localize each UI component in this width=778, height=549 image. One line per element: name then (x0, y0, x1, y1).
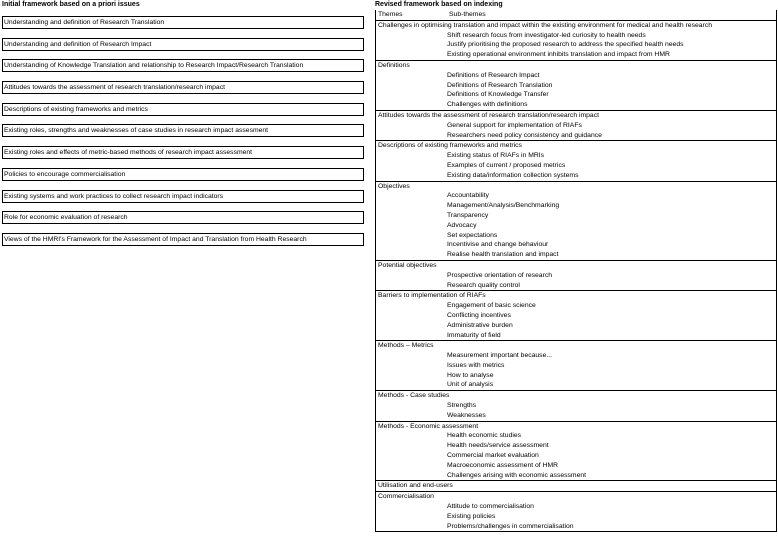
subtheme-label: Transparency (447, 211, 489, 219)
subtheme-label: Commercial market evaluation (447, 452, 539, 460)
subtheme-row (376, 90, 777, 100)
subtheme-row (376, 151, 777, 161)
theme-row (376, 291, 777, 301)
theme-row (376, 341, 777, 351)
subtheme-label: Definitions of Knowledge Transfer (447, 91, 549, 99)
subtheme-row (376, 502, 777, 512)
subtheme-row (376, 441, 777, 451)
theme-label: Commercialisation (376, 492, 777, 502)
subtheme-label: Administrative burden (447, 321, 513, 329)
subtheme-label: Existing data/information collection systems (447, 171, 579, 179)
subtheme-label: Prospective orientation of research (447, 271, 553, 279)
subtheme-label: How to analyse (447, 371, 494, 379)
subtheme-row (376, 271, 777, 281)
subtheme-label: Researchers need policy consistency and guidance (447, 131, 602, 139)
subtheme-row (376, 191, 777, 201)
subtheme-label: Definitions of Research Translation (447, 81, 553, 89)
subtheme-label: Examples of current / proposed metrics (447, 161, 566, 169)
subtheme-label: Macroeconomic assessment of HMR (447, 461, 559, 469)
subtheme-row (376, 121, 777, 131)
issue-item: Attitudes towards the assessment of research translation/research impact (2, 81, 364, 94)
theme-label: Barriers to implementation of RIAFs (376, 291, 777, 301)
theme-row (376, 492, 777, 502)
theme-label: Methods - Case studies (376, 391, 777, 401)
theme-row (376, 60, 777, 70)
themes-column-header-text: Themes (378, 11, 403, 18)
theme-label: Methods – Metrics (376, 341, 777, 351)
subtheme-row (376, 161, 777, 171)
subtheme-label: Incentivise and change behaviour (447, 241, 549, 249)
revised-framework (375, 0, 777, 532)
subthemes-column-header: Sub-themes (449, 11, 486, 18)
subtheme-label: Challenges arising with economic assessment (447, 471, 587, 479)
subtheme-row (376, 71, 777, 81)
subtheme-row (376, 250, 777, 260)
subtheme-label: Health needs/service assessment (447, 442, 549, 450)
subtheme-row (376, 100, 777, 110)
subtheme-label: Existing policies (447, 512, 496, 520)
subtheme-label: Set expectations (447, 231, 498, 239)
subtheme-row (376, 401, 777, 411)
subtheme-row (376, 281, 777, 291)
subtheme-row (376, 231, 777, 241)
subtheme-label: Management/Analysis/Benchmarking (447, 202, 560, 210)
subtheme-row (376, 380, 777, 390)
theme-row (376, 20, 777, 30)
subtheme-label: Shift research focus from investigator-led curiosity to health needs (447, 31, 646, 39)
theme-row (376, 421, 777, 431)
subtheme-row (376, 201, 777, 211)
subtheme-row (376, 522, 777, 532)
subtheme-row (376, 451, 777, 461)
initial-framework-header: Initial framework based on a priori issues (2, 1, 140, 8)
issue-item: Understanding of Knowledge Translation and relationship to Research Impact/Research Translation (2, 59, 364, 72)
theme-row (376, 141, 777, 151)
issue-item: Existing roles, strengths and weaknesses of case studies in research impact assesment (2, 124, 364, 137)
issue-item: Role for economic evaluation of research (2, 211, 364, 224)
issue-item: Understanding and definition of Research Translation (2, 16, 364, 29)
subtheme-row (376, 471, 777, 481)
subtheme-row (376, 221, 777, 231)
theme-row (376, 260, 777, 270)
subtheme-row (376, 81, 777, 91)
subtheme-label: Research quality control (447, 281, 520, 289)
issue-item: Existing roles and effects of metric-based methods of research impact assessment (2, 146, 364, 159)
subtheme-row (376, 50, 777, 60)
subtheme-label: Engagement of basic science (447, 302, 536, 310)
issue-item: Policies to encourage commercialisation (2, 168, 364, 181)
subtheme-row (376, 331, 777, 341)
subtheme-label: Existing operational environment inhibits translation and impact from HMR (447, 51, 670, 59)
issue-item: Existing systems and work practices to collect research impact indicators (2, 190, 364, 203)
subtheme-row (376, 321, 777, 331)
subtheme-label: Definitions of Research Impact (447, 71, 540, 79)
issue-item: Descriptions of existing frameworks and metrics (2, 103, 364, 116)
theme-row (376, 110, 777, 120)
subtheme-label: Measurement important because... (447, 352, 553, 360)
subtheme-row (376, 40, 777, 50)
subtheme-row (376, 512, 777, 522)
theme-label: Potential objectives (376, 260, 777, 270)
subtheme-row (376, 411, 777, 421)
theme-row (376, 481, 777, 492)
themes-column-header (376, 10, 777, 20)
subtheme-row (376, 461, 777, 471)
subtheme-row (376, 311, 777, 321)
subtheme-label: Problems/challenges in commercialisation (447, 522, 574, 530)
subtheme-row (376, 171, 777, 181)
subtheme-label: Health economic studies (447, 432, 522, 440)
subtheme-row (376, 211, 777, 221)
theme-label: Objectives (376, 181, 777, 191)
theme-row (376, 391, 777, 401)
subtheme-label: Justify prioritising the proposed research to address the specified health needs (447, 41, 684, 49)
subtheme-label: Advocacy (447, 221, 477, 229)
theme-row (376, 181, 777, 191)
subtheme-label: General support for implementation of RIAFs (447, 121, 582, 129)
subtheme-label: Existing status of RIAFs in MRIs (447, 152, 545, 160)
initial-framework (2, 0, 364, 255)
subtheme-row (376, 371, 777, 381)
initial-framework-list (2, 16, 364, 246)
subtheme-label: Realise health translation and impact (447, 251, 559, 259)
revised-framework-header: Revised framework based on indexing (375, 1, 503, 8)
subtheme-label: Unit of analysis (447, 381, 494, 389)
subtheme-label: Challenges with definitions (447, 101, 528, 109)
subtheme-row (376, 131, 777, 141)
theme-label: Descriptions of existing frameworks and metrics (376, 141, 777, 151)
subtheme-label: Accountability (447, 192, 489, 200)
theme-label: Definitions (376, 60, 777, 70)
subtheme-label: Weaknesses (447, 411, 486, 419)
theme-label: Attitudes towards the assessment of research translation/research impact (376, 110, 777, 120)
theme-label: Methods - Economic assessment (376, 421, 777, 431)
subtheme-label: Attitude to commercialisation (447, 503, 534, 511)
table-header-row (376, 10, 777, 20)
subtheme-row (376, 431, 777, 441)
revised-framework-table (375, 10, 777, 532)
subtheme-label: Immaturity of field (447, 331, 501, 339)
issue-item: Understanding and definition of Research Impact (2, 38, 364, 51)
subtheme-row (376, 240, 777, 250)
subtheme-row (376, 31, 777, 41)
subtheme-label: Conflicting incentives (447, 311, 511, 319)
subtheme-label: Strengths (447, 402, 477, 410)
theme-label: Challenges in optimising translation and impact within the existing environment for medical and health research (376, 20, 777, 30)
subtheme-label: Issues with metrics (447, 361, 505, 369)
issue-item: Views of the HMRI's Framework for the Assessment of Impact and Translation from Health Research (2, 233, 364, 246)
theme-label: Utilisation and end-users (376, 481, 777, 492)
subtheme-row (376, 361, 777, 371)
subtheme-row (376, 301, 777, 311)
subtheme-row (376, 351, 777, 361)
